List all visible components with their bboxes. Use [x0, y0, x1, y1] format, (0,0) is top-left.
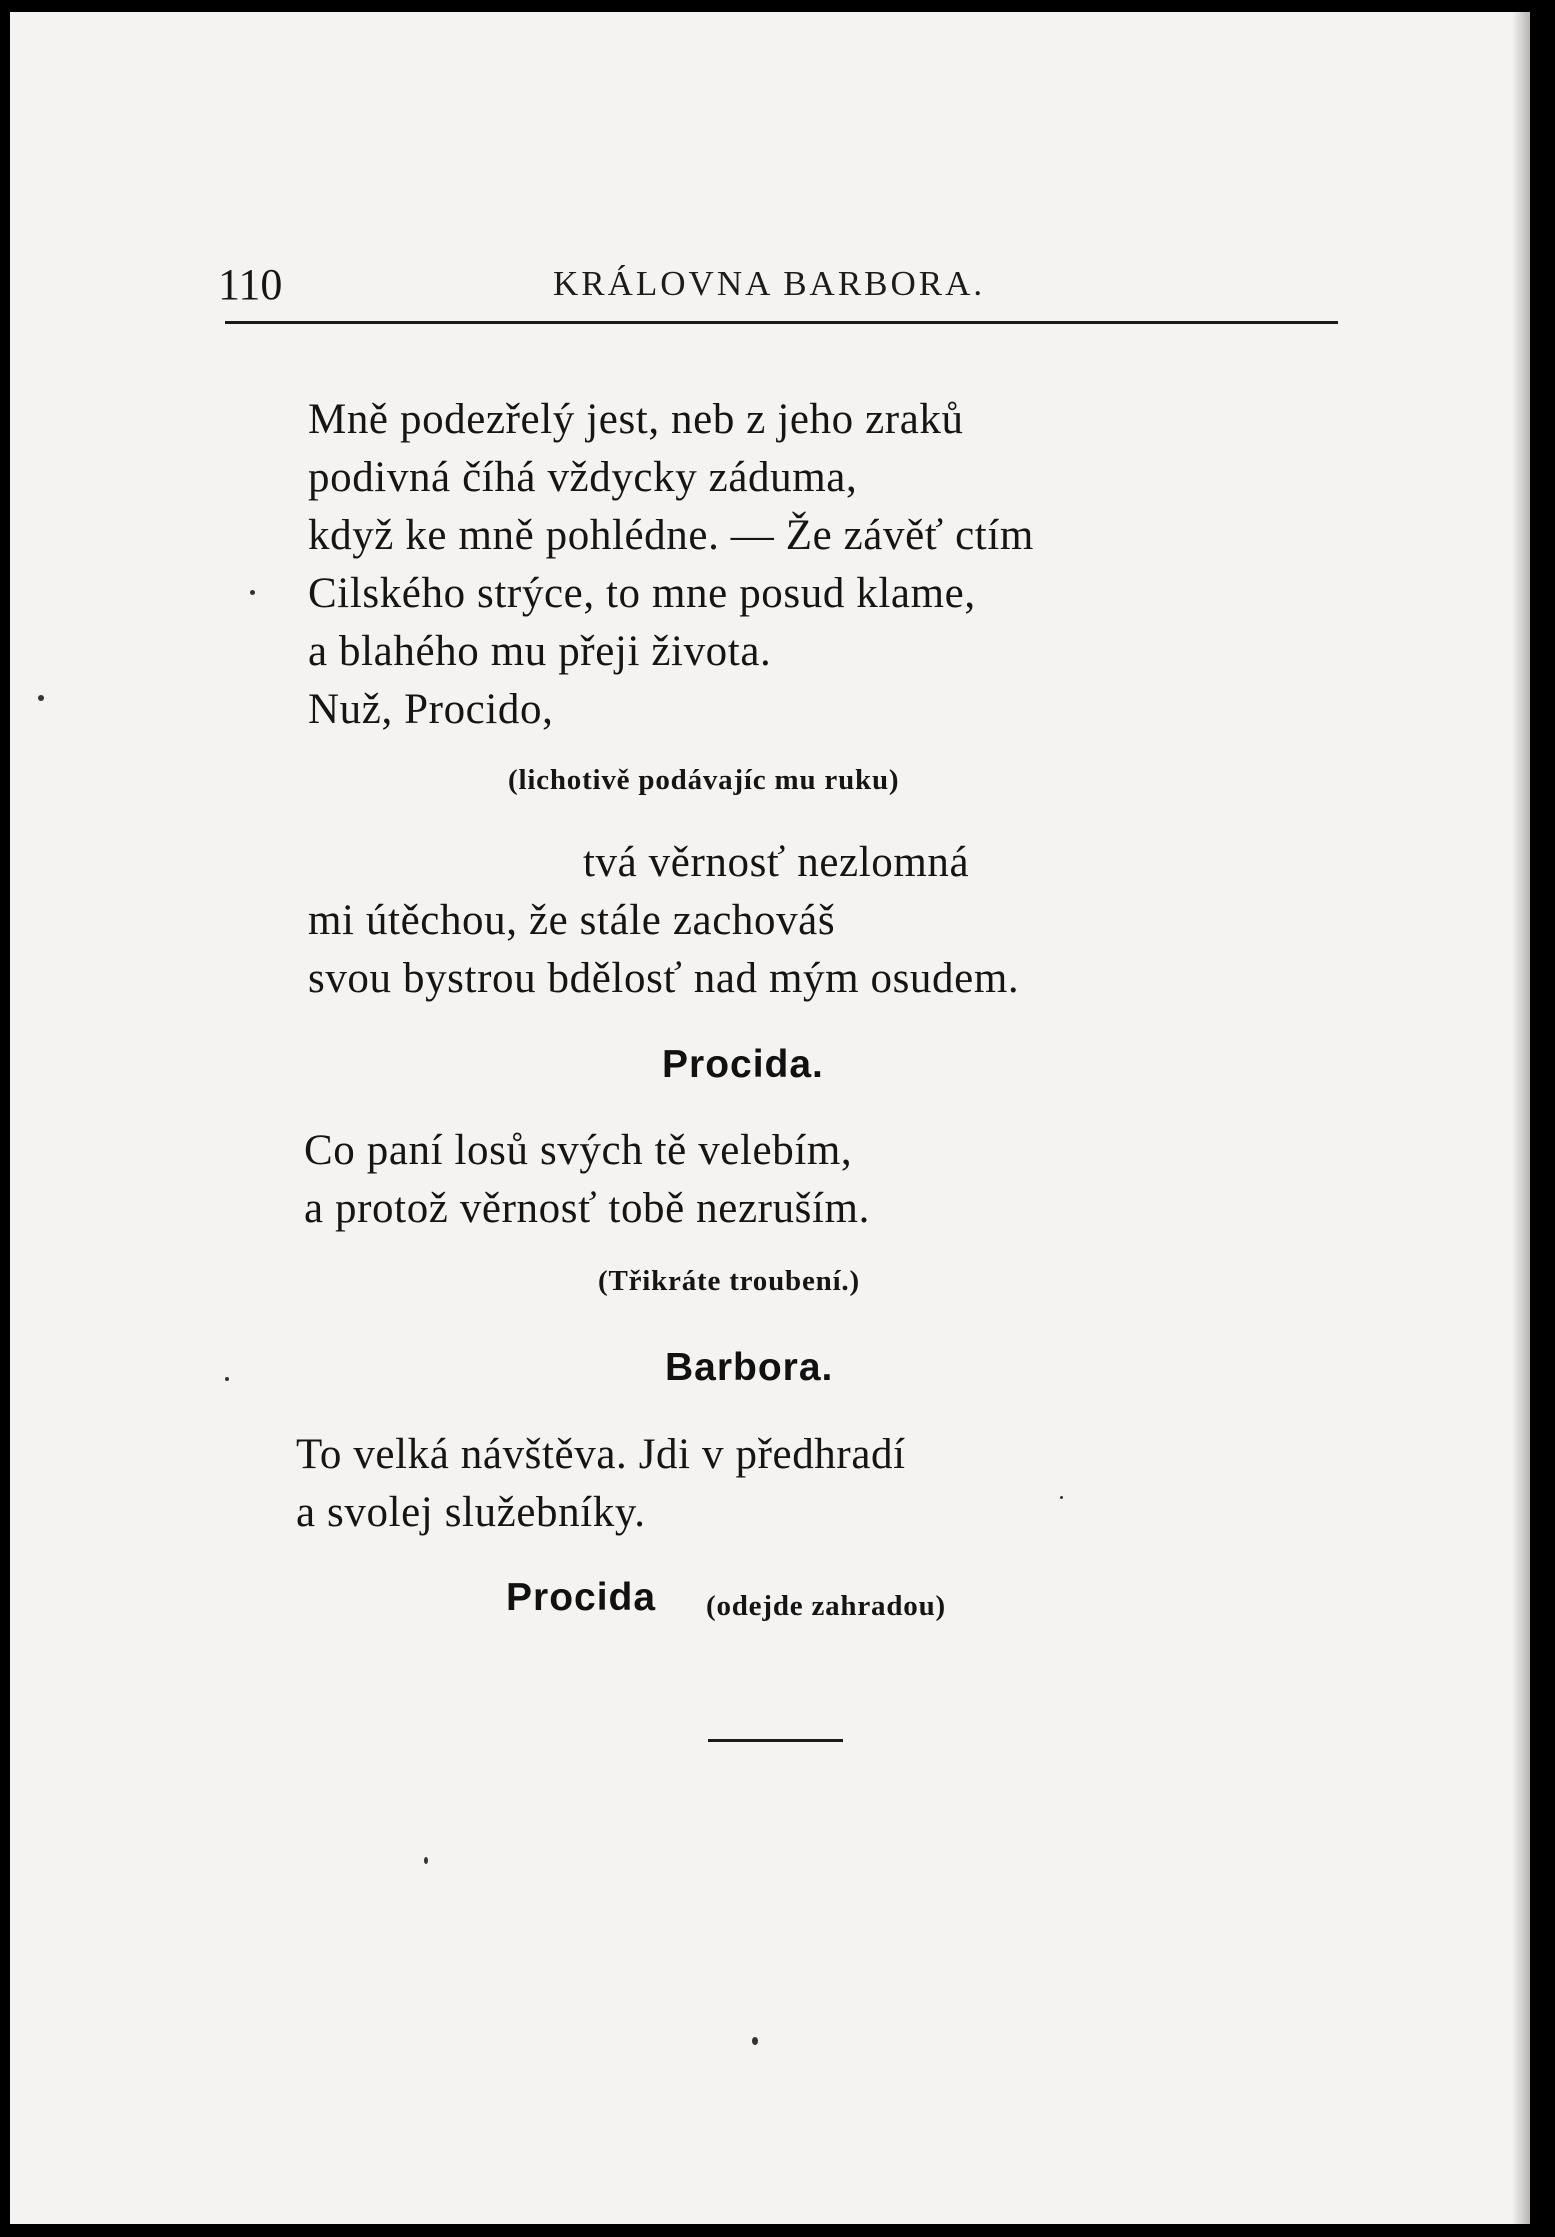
- page-number: 110: [218, 260, 283, 309]
- verse-line: Mně podezřelý jest, neb z jeho zraků: [308, 396, 964, 443]
- verse-line: To velká návštěva. Jdi v předhradí: [296, 1431, 906, 1478]
- verse-line: Nuž, Procido,: [308, 686, 554, 733]
- verse-line: mi útěchou, že stále zachováš: [308, 897, 836, 944]
- scan-speck: [38, 695, 44, 701]
- book-page: [10, 12, 1530, 2224]
- stage-direction: (odejde zahradou): [706, 1590, 946, 1622]
- scan-speck: [752, 2037, 758, 2045]
- verse-line: Co paní losů svých tě velebím,: [304, 1127, 853, 1174]
- scan-speck: [424, 1857, 428, 1864]
- verse-line: a protož věrnosť tobě nezruším.: [304, 1185, 870, 1232]
- speaker-name: Procida.: [662, 1043, 824, 1086]
- stage-direction: (Třikráte troubení.): [598, 1265, 860, 1297]
- verse-line: podivná číhá vždycky záduma,: [308, 454, 858, 501]
- end-rule: [708, 1739, 843, 1742]
- scan-speck: [1060, 1496, 1063, 1499]
- verse-line: když ke mně pohlédne. — Že závěť ctím: [308, 512, 1034, 559]
- verse-line: svou bystrou bdělosť nad mým osudem.: [308, 955, 1020, 1002]
- scan-speck: [250, 590, 255, 595]
- scan-edge-shadow: [1512, 12, 1530, 2224]
- exit-speaker-name: Procida: [506, 1576, 657, 1619]
- verse-line: Cilského strýce, to mne posud klame,: [308, 570, 976, 617]
- stage-direction: (lichotivě podávajíc mu ruku): [508, 764, 900, 796]
- page-header: [215, 252, 1338, 312]
- header-rule: [225, 321, 1338, 324]
- verse-line: tvá věrnosť nezlomná: [583, 839, 970, 886]
- verse-line: a svolej služebníky.: [296, 1489, 646, 1536]
- speaker-name: Barbora.: [665, 1346, 834, 1389]
- scan-speck: [225, 1377, 229, 1381]
- running-title: KRÁLOVNA BARBORA.: [553, 264, 986, 303]
- verse-line: a blahého mu přeji života.: [308, 628, 772, 675]
